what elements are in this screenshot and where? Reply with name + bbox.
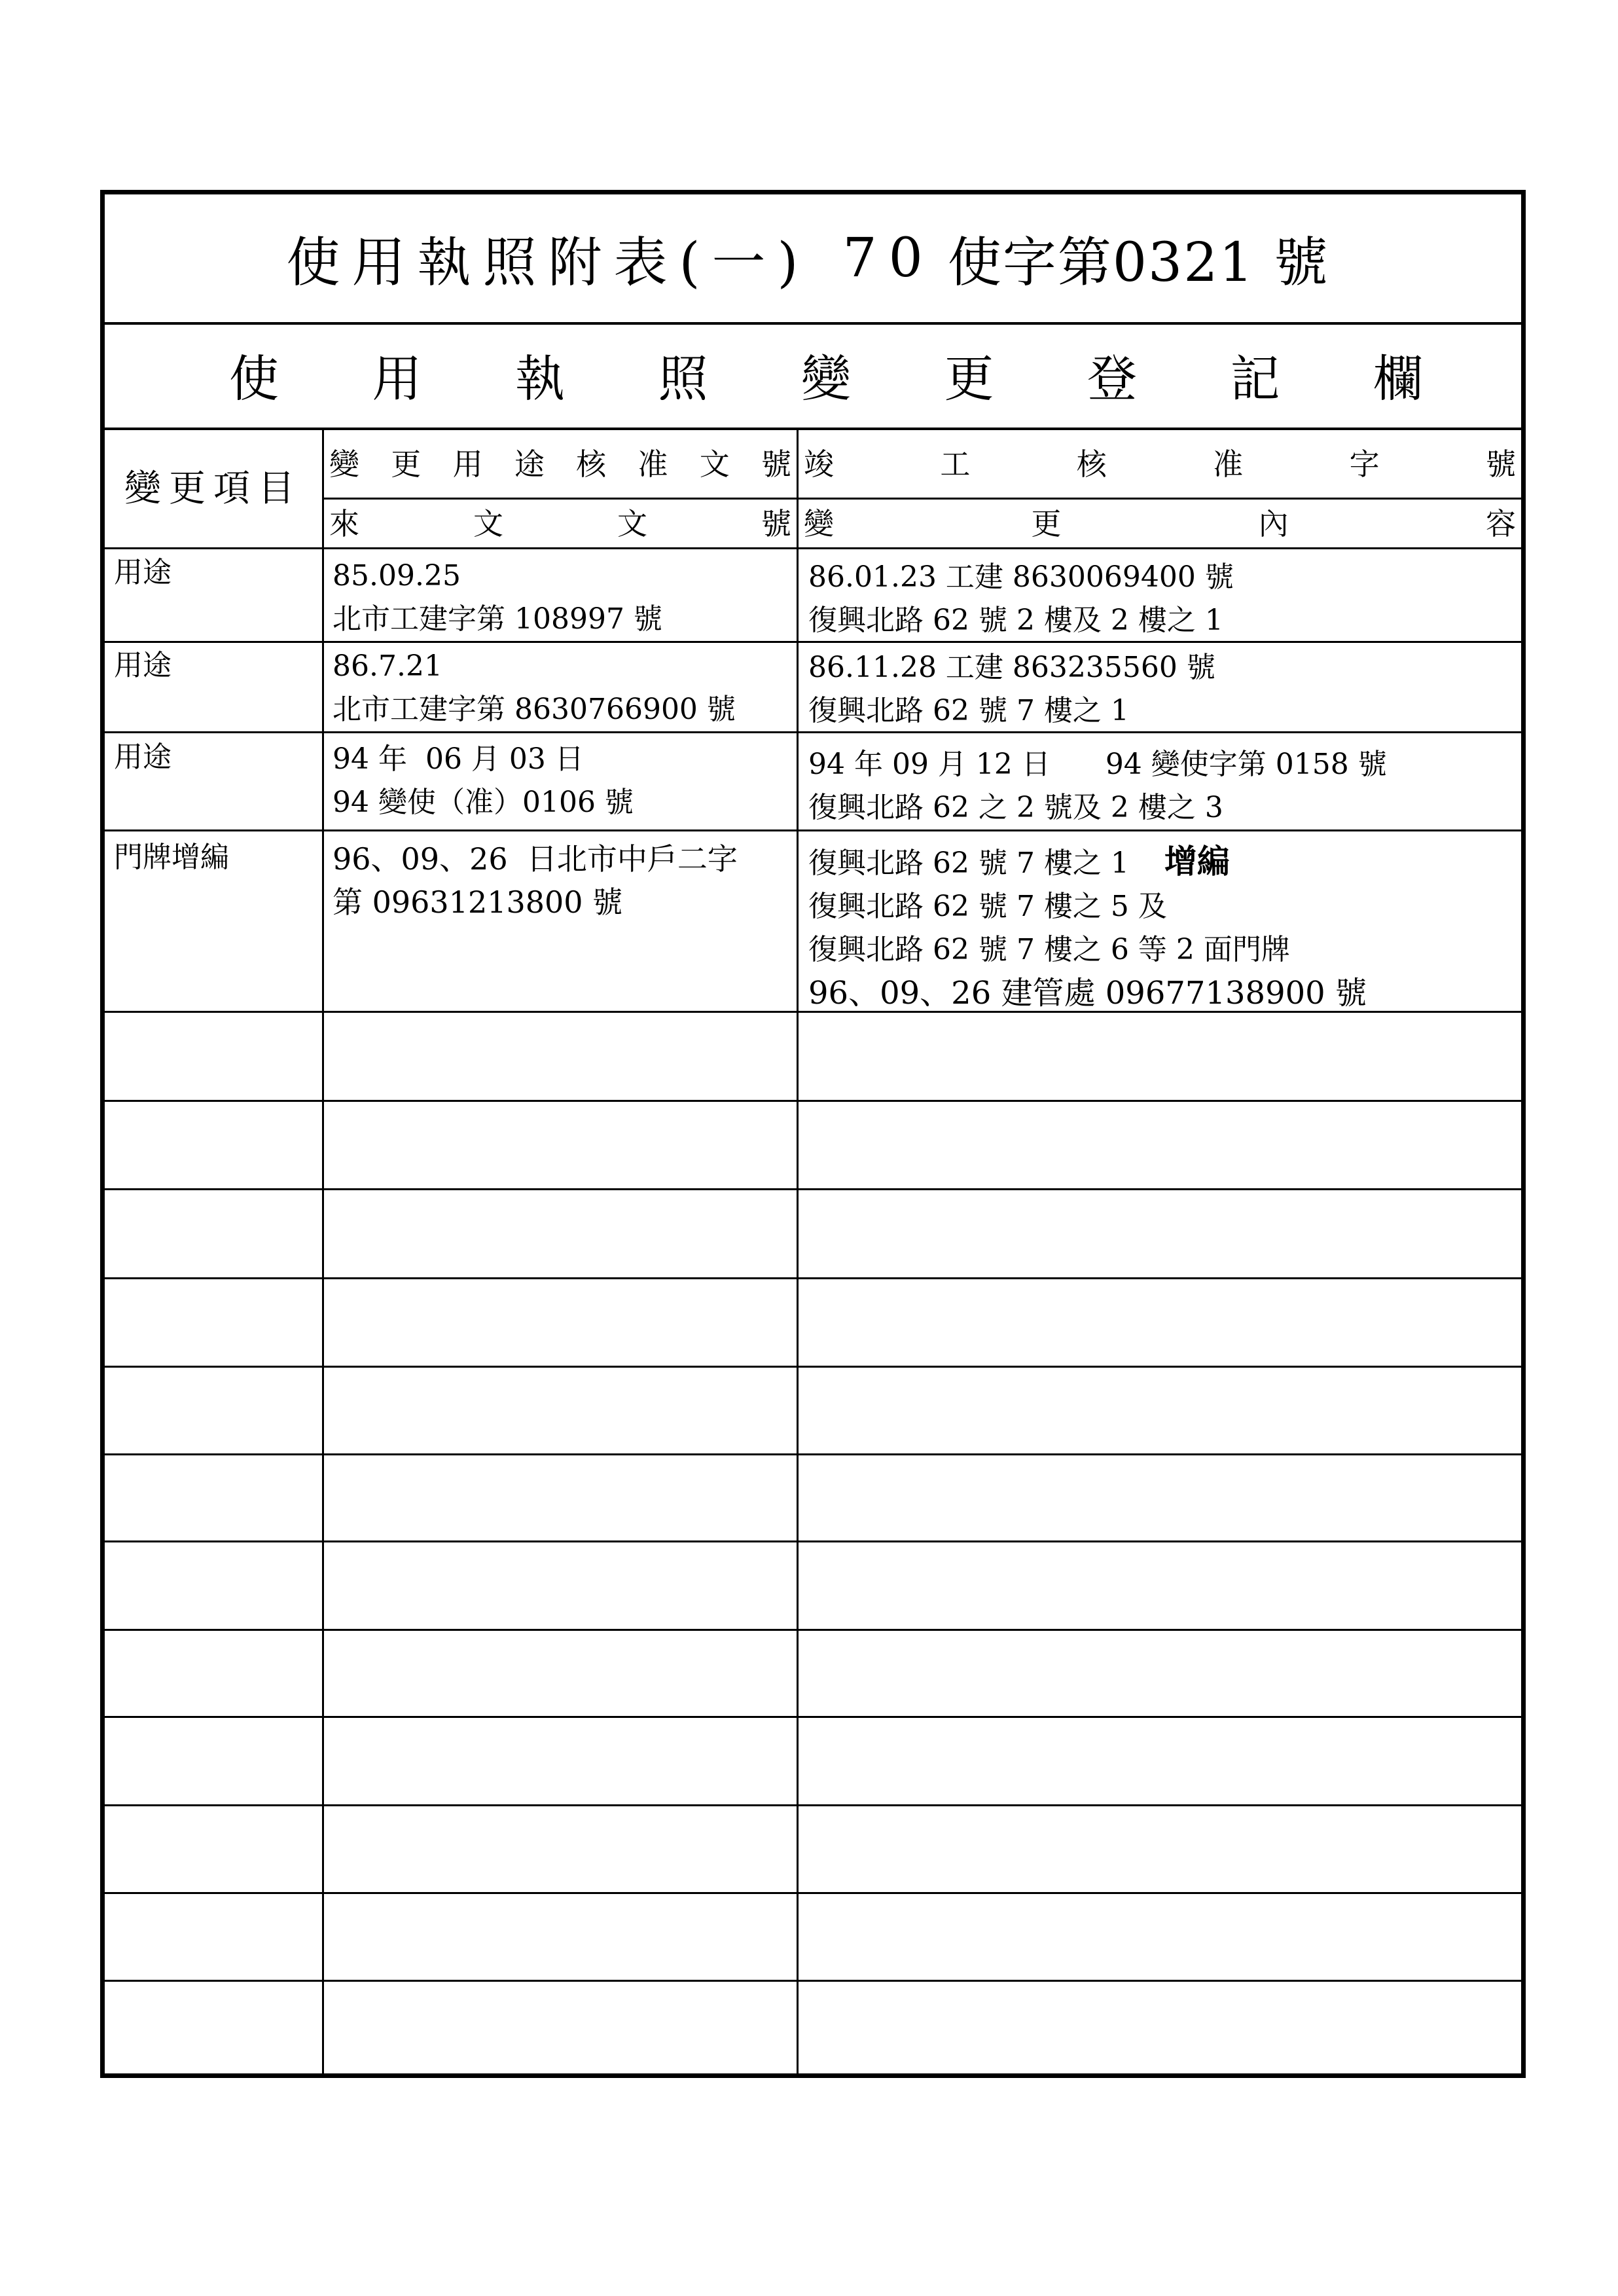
row-content	[808, 556, 1234, 642]
row-divider	[105, 1453, 1521, 1455]
header-char: 准	[638, 446, 668, 482]
header-char: 文	[473, 505, 503, 541]
row-item: 門牌增編	[114, 841, 229, 874]
header-char: 用	[452, 446, 483, 482]
approval-line: 第 09631213800 號	[333, 884, 623, 920]
header-char: 號	[761, 446, 791, 482]
content-line: 復興北路 62 號 7 樓之 6 等 2 面門牌	[808, 933, 1290, 966]
subtitle-char: 登	[1087, 350, 1137, 408]
content-note: 增編	[1164, 843, 1230, 881]
header-char: 工	[940, 446, 971, 482]
title-part: 號	[1274, 232, 1340, 294]
row-content	[808, 743, 1387, 829]
content-line: 復興北路 62 號 7 樓之 1	[808, 694, 1129, 727]
column-divider	[322, 430, 324, 2073]
header-char: 內	[1258, 505, 1289, 541]
title-part: 使	[286, 232, 352, 294]
header-char: 核	[1076, 446, 1107, 482]
header-approval-top	[324, 430, 797, 498]
subtitle-char: 變	[801, 350, 851, 408]
content-line: 96、09、26 建管處 09677138900 號	[808, 975, 1367, 1011]
title-part: 使字第0321	[947, 232, 1255, 294]
row-approval	[333, 645, 736, 731]
row-divider	[105, 829, 1521, 831]
row-approval	[333, 738, 634, 824]
row-approval	[333, 555, 662, 641]
row-divider	[105, 1629, 1521, 1631]
header-completion-bottom	[799, 500, 1521, 547]
header-char: 變	[804, 505, 834, 541]
header-approval-bottom	[324, 500, 797, 547]
title-part: 表	[613, 232, 679, 294]
header-char: 字	[1349, 446, 1380, 482]
row-item: 用途	[114, 740, 171, 774]
row-divider	[105, 1716, 1521, 1718]
title-part: 用	[351, 232, 418, 294]
header-char: 核	[576, 446, 607, 482]
row-divider	[105, 1804, 1521, 1806]
approval-line: 94 變使（准）0106 號	[333, 786, 634, 819]
content-line: 86.01.23 工建 8630069400 號	[808, 560, 1234, 594]
change-record-table	[105, 430, 1521, 2073]
row-content	[808, 646, 1215, 733]
form-title	[105, 194, 1521, 325]
column-divider	[797, 430, 799, 2073]
approval-line: 96、09、26 日北市中戶二字	[333, 841, 738, 877]
approval-line: 86.7.21	[333, 649, 442, 683]
row-content	[808, 840, 1367, 1015]
title-part: 照	[482, 232, 548, 294]
row-item: 用途	[114, 649, 171, 682]
approval-line: 北市工建字第 8630766900 號	[333, 693, 736, 726]
content-line: 94 年 09 月 12 日 94 變使字第 0158 號	[808, 748, 1387, 781]
subtitle-char: 更	[944, 350, 994, 408]
approval-line: 北市工建字第 108997 號	[333, 602, 662, 636]
header-char: 變	[329, 446, 359, 482]
content-line: 復興北路 62 號 7 樓之 5 及	[808, 890, 1167, 923]
title-part: 70	[842, 227, 935, 289]
header-char: 更	[391, 446, 422, 482]
header-char: 文	[699, 446, 730, 482]
header-divider	[105, 547, 1521, 549]
subtitle-char: 執	[515, 350, 565, 408]
header-completion-top	[799, 430, 1521, 498]
row-approval	[333, 837, 738, 924]
subtitle-char: 用	[372, 350, 422, 408]
row-divider	[105, 1277, 1521, 1279]
form-frame	[100, 190, 1526, 2078]
header-char: 號	[1485, 446, 1516, 482]
row-item: 用途	[114, 556, 171, 589]
row-divider	[105, 1540, 1521, 1542]
header-char: 准	[1213, 446, 1244, 482]
row-divider	[105, 1188, 1521, 1190]
title-part: 附	[548, 232, 614, 294]
content-text: 復興北路 62 號 7 樓之 1	[808, 847, 1129, 880]
header-item: 變更項目	[124, 467, 302, 510]
subtitle-char: 照	[658, 350, 708, 408]
row-divider	[105, 1100, 1521, 1102]
title-part: 執	[417, 232, 483, 294]
header-char: 更	[1031, 505, 1062, 541]
title-part: (一)	[679, 232, 810, 294]
subtitle-char: 記	[1230, 350, 1280, 408]
form-subtitle	[105, 322, 1521, 430]
row-divider	[105, 1366, 1521, 1368]
content-line: 86.11.28 工建 863235560 號	[808, 651, 1215, 684]
approval-line: 85.09.25	[333, 559, 461, 592]
approval-line: 94 年 06 月 03 日	[333, 742, 584, 776]
header-char: 容	[1485, 505, 1516, 541]
header-char: 途	[514, 446, 545, 482]
subtitle-char: 使	[229, 350, 279, 408]
header-char: 文	[617, 505, 647, 541]
subtitle-char: 欄	[1373, 350, 1423, 408]
row-divider	[105, 1892, 1521, 1894]
content-line: 復興北路 62 之 2 號及 2 樓之 3	[808, 791, 1223, 824]
content-line	[808, 840, 1367, 885]
content-line: 復興北路 62 號 2 樓及 2 樓之 1	[808, 604, 1223, 637]
header-char: 號	[761, 505, 791, 541]
row-divider	[105, 1980, 1521, 1982]
header-char: 竣	[804, 446, 834, 482]
header-char: 來	[329, 505, 359, 541]
